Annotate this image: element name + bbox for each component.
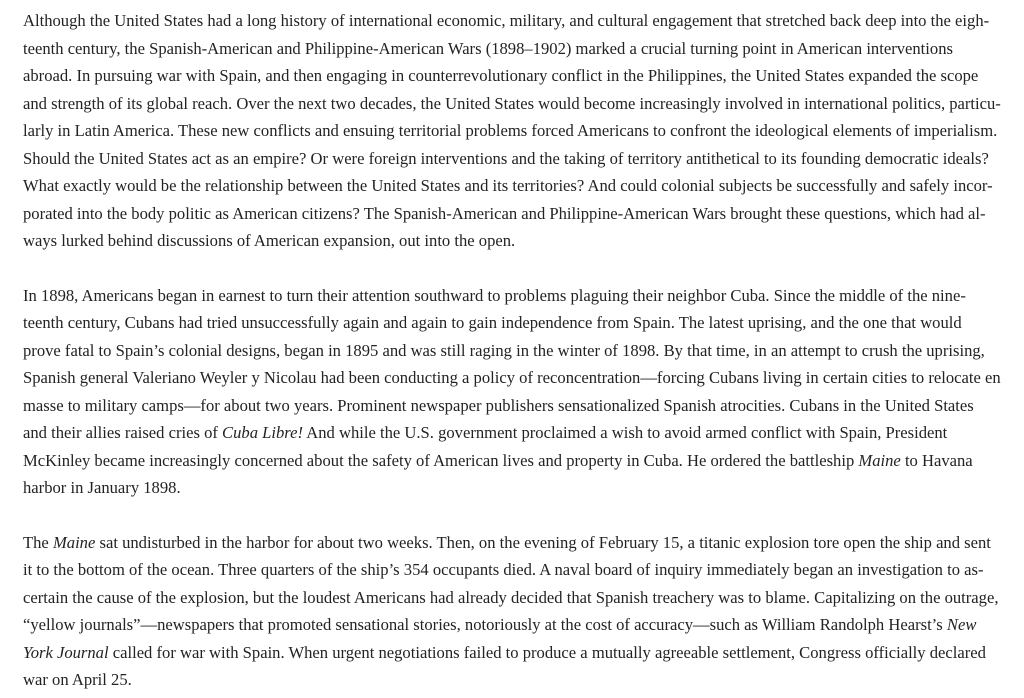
text-line — [23, 172, 1014, 200]
text-line — [23, 90, 1014, 118]
text-segment: masse to military camps—for about two years. Prominent newspaper publishers sensationalized Spanish atrocities. Cubans in the United States — [23, 395, 974, 415]
text-segment: it to the bottom of the ocean. Three quarters of the ship’s 354 occupants died. A naval board of inquiry immediately began an investigation to as- — [23, 560, 984, 579]
text-line — [23, 117, 1014, 145]
text-segment: larly in Latin America. These new conflicts and ensuing territorial problems forced Americans to confront the ideological elements of imperialism. — [23, 121, 998, 140]
text-segment: and strength of its global reach. Over the next two decades, the United States would become increasingly involved in international politics, particu- — [23, 93, 1001, 113]
text-segment: The — [23, 532, 53, 552]
text-line — [23, 282, 1014, 310]
italic-text-segment: Cuba Libre! — [222, 423, 304, 442]
paragraph — [23, 282, 1014, 502]
text-segment: Spanish general Valeriano Weyler y Nicolau had been conducting a policy of reconcentration—forcing Cubans living in certain cities to relocate en — [23, 368, 1001, 387]
text-segment: called for war with Spain. When urgent negotiations failed to produce a mutually agreeable settlement, Congress officially declared — [108, 642, 986, 662]
text-segment: What exactly would be the relationship between the United States and its territories? And could colonial subjects be successfully and safely incor- — [23, 176, 993, 195]
text-line — [23, 474, 1014, 502]
text-segment: And while the U.S. government proclaimed a wish to avoid armed conflict with Spain, President — [303, 423, 948, 442]
italic-text-segment: New — [946, 615, 977, 634]
italic-text-segment: York Journal — [23, 642, 109, 662]
text-line — [23, 62, 1014, 90]
text-line — [23, 556, 1014, 584]
text-segment: certain the cause of the explosion, but the loudest Americans had already decided that Spanish treachery was to blame. Capitalizing on the outrage, — [23, 587, 999, 607]
article-body — [23, 7, 1014, 694]
text-segment: harbor in January 1898. — [23, 478, 181, 497]
paragraph — [23, 7, 1014, 255]
text-segment: to Havana — [900, 450, 973, 470]
text-segment: and their allies raised cries of — [23, 423, 223, 442]
text-segment: porated into the body politic as American citizens? The Spanish-American and Philippine-American Wars brought these questions, which had al- — [23, 203, 986, 223]
text-line — [23, 419, 1014, 447]
text-segment: Although the United States had a long history of international economic, military, and cultural engagement that stretched back deep into the eigh- — [23, 11, 990, 30]
text-segment: “yellow journals”—newspapers that promoted sensational stories, notoriously at the cost of accuracy—such as William Randolph Hearst’s — [23, 615, 947, 634]
text-line — [23, 639, 1014, 667]
text-line — [23, 35, 1014, 63]
text-line — [23, 7, 1014, 35]
text-line — [23, 392, 1014, 420]
text-line — [23, 227, 1014, 255]
text-segment: war on April 25. — [23, 670, 132, 689]
text-line — [23, 309, 1014, 337]
text-line — [23, 584, 1014, 612]
paragraph — [23, 529, 1014, 694]
text-segment: ways lurked behind discussions of American expansion, out into the open. — [23, 231, 516, 250]
text-segment: abroad. In pursuing war with Spain, and then engaging in counterrevolutionary conflict in the Philippines, the United States expanded the scope — [23, 66, 979, 85]
italic-text-segment: Maine — [858, 450, 901, 470]
text-line — [23, 337, 1014, 365]
text-segment: Should the United States act as an empire? Or were foreign interventions and the taking of territory antithetical to its founding democratic ideals? — [23, 148, 989, 168]
text-line — [23, 447, 1014, 475]
text-segment: teenth century, the Spanish-American and Philippine-American Wars (1898–1902) marked a crucial turning point in American interventions — [23, 38, 953, 58]
text-line — [23, 145, 1014, 173]
text-segment: McKinley became increasingly concerned about the safety of American lives and property in Cuba. He ordered the battleship — [23, 450, 859, 470]
text-segment: teenth century, Cubans had tried unsuccessfully again and again to gain independence from Spain. The latest uprising, and the one that would — [23, 313, 962, 332]
text-segment: prove fatal to Spain’s colonial designs, began in 1895 and was still raging in the winter of 1898. By that time, in an attempt to crush the uprising, — [23, 340, 985, 360]
text-line — [23, 666, 1014, 694]
italic-text-segment: Maine — [52, 532, 96, 552]
text-line — [23, 611, 1014, 639]
text-segment: sat undisturbed in the harbor for about two weeks. Then, on the evening of February 15, a titanic explosion tore open the ship and sent — [95, 532, 991, 552]
text-line — [23, 364, 1014, 392]
text-segment: In 1898, Americans began in earnest to turn their attention southward to problems plaguing their neighbor Cuba. Since the middle of the nine- — [23, 285, 966, 305]
text-line — [23, 529, 1014, 557]
text-line — [23, 200, 1014, 228]
